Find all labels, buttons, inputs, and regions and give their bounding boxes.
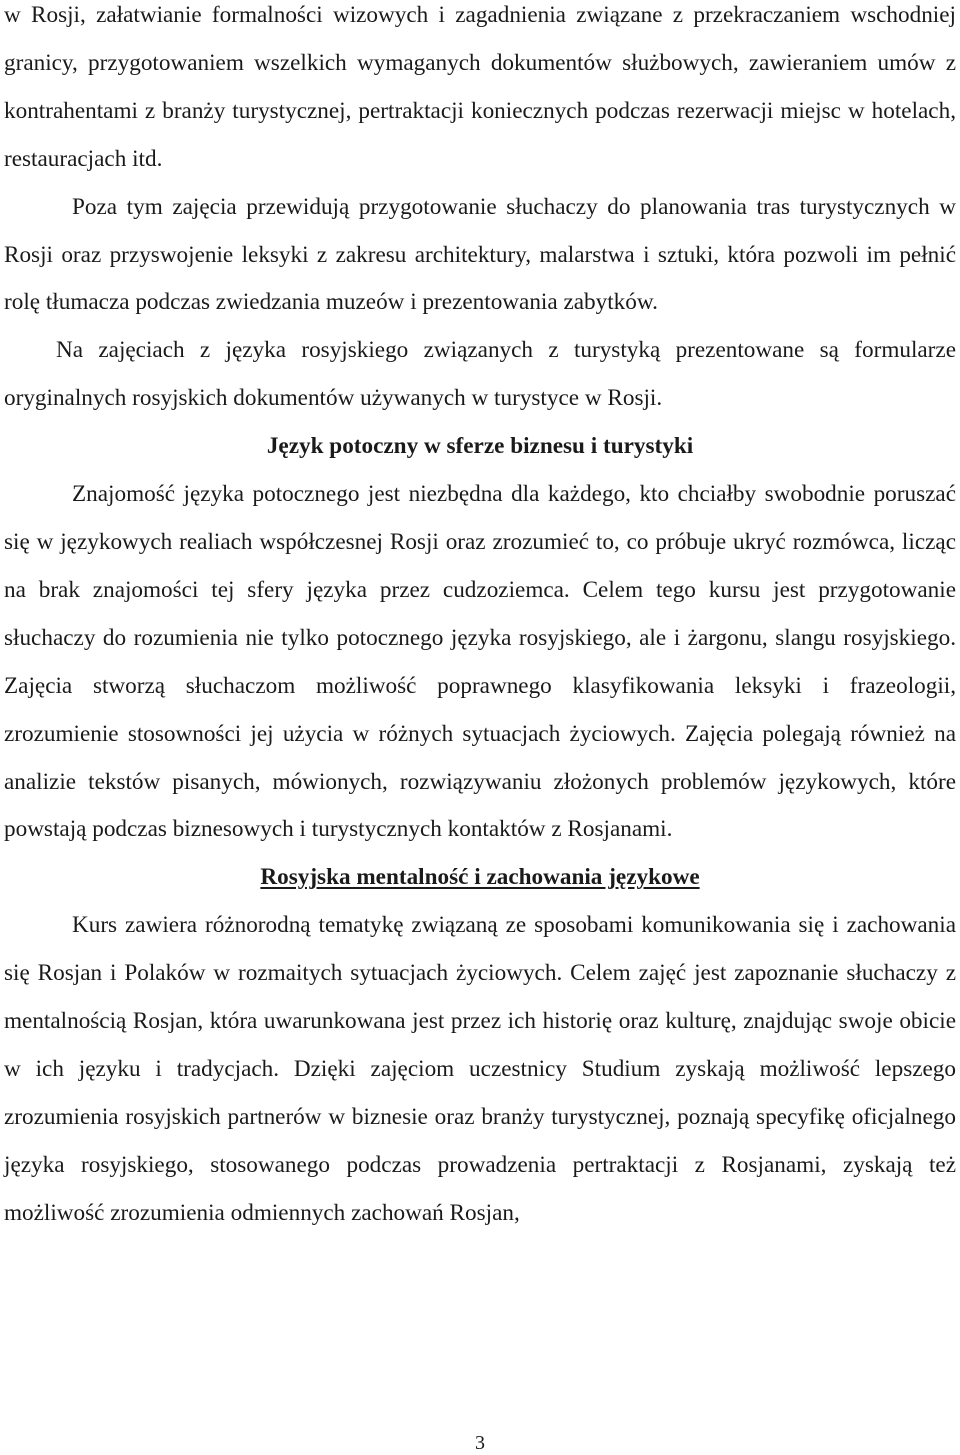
paragraph-visa-formalities: w Rosji, załatwianie formalności wizowych i zagadnienia związane z przekraczaniem wschodniej granicy, przygotowaniem wszelkich wymaganych dokumentów służbowych, zawieraniem umów z kontrahentami z branży turystycznej, pertraktacji koniecznych podczas rezerwacji miejsc w hotelach, restauracjach itd. <box>4 2 956 172</box>
document-page <box>4 0 956 1238</box>
paragraph-tourist-routes: Poza tym zajęcia przewidują przygotowanie słuchaczy do planowania tras turystycznych w Rosji oraz przyswojenie leksyki z zakresu architektury, malarstwa i sztuki, która pozwoli im pełnić rolę tłumacza podczas zwiedzania muzeów i prezentowania zabytków. <box>4 193 956 316</box>
section-heading-russian-mentality: Rosyjska mentalność i zachowania językowe <box>260 864 700 891</box>
section-heading-colloquial-language: Język potoczny w sferze biznesu i turystyki <box>266 433 694 460</box>
paragraph-russian-mentality: Kurs zawiera różnorodną tematykę związaną ze sposobami komunikowania się i zachowania się Rosjan i Polaków w rozmaitych sytuacjach życiowych. Celem zajęć jest zapoznanie słuchaczy z mentalnością Rosjan, która uwarunkowana jest przez ich historię oraz kulturę, znajdując swoje obicie w ich języku i tradycjach. Dzięki zajęciom uczestnicy Studium zyskają możliwość lepszego zrozumienia rosyjskich partnerów w biznesie oraz branży turystycznej, poznają specyfikę oficjalnego języka rosyjskiego, stosowanego podczas prowadzenia pertraktacji z Rosjanami, zyskają też możliwość zrozumienia odmiennych zachowań Rosjan, <box>4 912 956 1226</box>
paragraph-tourism-forms: Na zajęciach z języka rosyjskiego związanych z turystyką prezentowane są formularze oryginalnych rosyjskich dokumentów używanych w turystyce w Rosji. <box>4 337 956 412</box>
paragraph-colloquial-language: Znajomość języka potocznego jest niezbędna dla każdego, kto chciałby swobodnie poruszać się w językowych realiach współczesnej Rosji oraz zrozumieć to, co próbuje ukryć rozmówca, licząc na brak znajomości tej sfery języka przez cudzoziemca. Celem tego kursu jest przygotowanie słuchaczy do rozumienia nie tylko potocznego języka rosyjskiego, ale i żargonu, slangu rosyjskiego. Zajęcia stworzą słuchaczom możliwość poprawnego klasyfikowania leksyki i frazeologii, zrozumienie stosowności jej użycia w różnych sytuacjach życiowych. Zajęcia polegają również na analizie tekstów pisanych, mówionych, rozwiązywaniu złożonych problemów językowych, które powstają podczas biznesowych i turystycznych kontaktów z Rosjanami. <box>4 481 956 843</box>
page-number: 3 <box>475 1432 485 1454</box>
